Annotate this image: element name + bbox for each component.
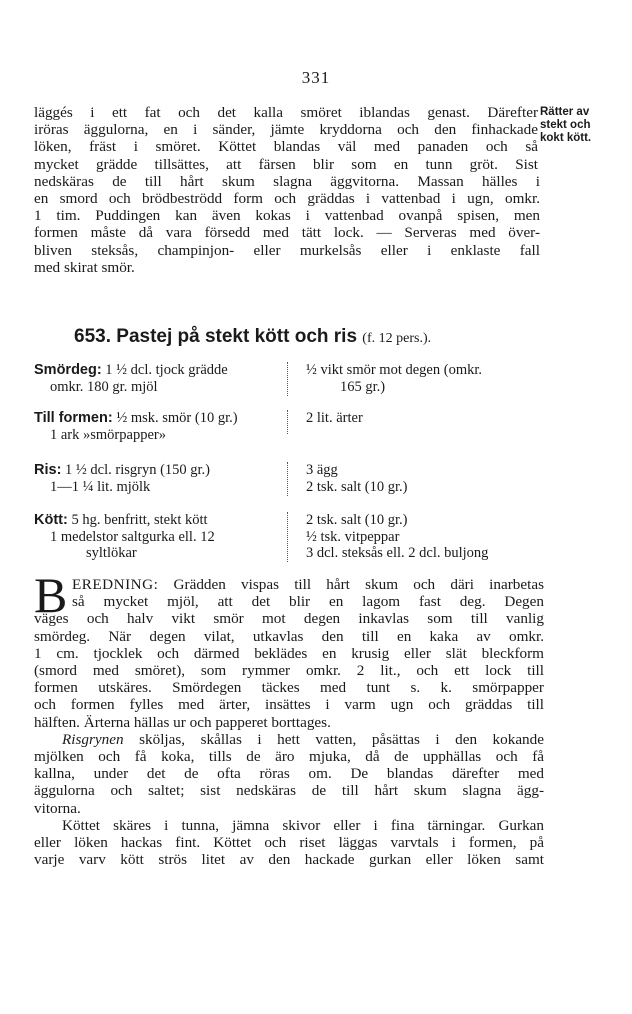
column-divider <box>287 462 288 496</box>
column-divider <box>287 410 288 434</box>
text-line: och formen fylles med ärter, insättes i varm ugn och gräddas till <box>34 696 544 714</box>
ingredient-line: omkr. 180 gr. mjöl <box>50 378 158 395</box>
text-line: vitorna. <box>34 799 81 817</box>
ingredient-line: 1 ark »smörpapper» <box>50 426 166 443</box>
ingredient-line: 1—1 ¼ lit. mjölk <box>50 478 151 495</box>
ingredient-line: 3 dcl. steksås ell. 2 dcl. buljong <box>306 545 489 561</box>
text-line: (smord med smöret), som rymmer omkr. 2 lit., och ett lock till <box>34 662 544 680</box>
column-divider <box>287 512 288 562</box>
recipe-number: 653. <box>74 326 111 347</box>
ingredient-line: syltlökar <box>86 545 137 561</box>
ingredient-label: Ris: <box>34 462 62 478</box>
text-line: EREDNING: Grädden vispas till hårt skum och däri inarbetas <box>72 576 544 593</box>
recipe-yield: (f. 12 pers.). <box>362 331 432 346</box>
text-line: så mycket mjöl, att det blir en lagom fast deg. Degen <box>72 593 544 611</box>
column-divider <box>287 362 288 396</box>
ingredient-line: 165 gr.) <box>340 378 386 395</box>
ingredient-line: 3 ägg <box>306 462 338 478</box>
ingredient-label: Smördeg: <box>34 362 102 378</box>
text-line: bliven steksås, champinjon- eller murkelsås eller i enklaste fall <box>34 241 540 259</box>
ingredient-group-smordeg <box>34 362 228 395</box>
page-number: 331 <box>301 68 331 87</box>
intro-paragraph <box>34 104 538 276</box>
margin-note-line: stekt och <box>540 119 591 131</box>
ingredient-line: ½ vikt smör mot degen (omkr. <box>306 362 482 378</box>
ingredient-group-kott-right <box>306 512 488 562</box>
text-line: hälften. Ärterna hällas ur och papperet borttages. <box>34 713 331 731</box>
drop-cap: B <box>34 567 68 623</box>
ingredient-line: Smördeg: 1 ½ dcl. tjock grädde <box>34 362 228 378</box>
text-line: varje varv kött strös litet av den hackade gurkan eller löken samt <box>34 851 544 869</box>
ingredient-line: ½ tsk. vitpeppar <box>306 528 400 545</box>
text-line: läggés i ett fat och det kalla smöret iblandas genast. Därefter <box>34 104 538 121</box>
text-line: 1 cm. tjocklek och därmed beklädes en krusig eller slät bleckform <box>34 644 544 662</box>
ingredient-label: Kött: <box>34 512 68 528</box>
text-line: iröras äggulorna, en i sänder, jämte kryddorna och den finhackade <box>34 121 538 139</box>
text-line: äggulorna och saltet; sist nedskäras de till hårt skum slagna ägg- <box>34 782 544 800</box>
ingredient-group-ris-right <box>306 462 408 495</box>
text-line: en smord och brödbeströdd form och gräddas i vattenbad i ugn, omkr. <box>34 190 540 208</box>
text-line: smördeg. När degen vilat, utkavlas den till en kaka av omkr. <box>34 627 544 645</box>
text-line: kallna, under det de ofta röras om. De blandas därefter med <box>34 765 544 783</box>
ingredient-line: 2 tsk. salt (10 gr.) <box>306 478 408 495</box>
ingredient-line: 2 lit. ärter <box>306 410 363 426</box>
margin-note <box>540 106 632 145</box>
risgrynen-word: Risgrynen <box>62 730 124 748</box>
ingredient-group-formen <box>34 410 238 443</box>
recipe-title <box>74 326 431 348</box>
ingredient-line: Till formen: ½ msk. smör (10 gr.) <box>34 410 238 426</box>
text-line: nedskäras de till hårt skum slagna äggvitorna. Massan hälles i <box>34 172 540 190</box>
ingredient-group-ris <box>34 462 210 495</box>
text-line: Köttet skäres i tunna, jämna skivor eller i fina tärningar. Gurkan <box>62 816 544 834</box>
ingredient-line: Ris: 1 ½ dcl. risgryn (150 gr.) <box>34 462 211 478</box>
text-line: 1 tim. Puddingen kan även kokas i vattenbad ovanpå spisen, men <box>34 207 540 225</box>
text-line: Risgrynen sköljas, skållas i hett vatten, påsättas i den kokande <box>62 730 544 748</box>
ingredient-group-formen-right <box>306 410 363 427</box>
margin-note-line: kokt kött. <box>540 132 592 144</box>
text-line: med skirat smör. <box>34 258 135 276</box>
beredning-paragraph <box>34 576 544 868</box>
text-line: mycket grädde tillsättes, att färsen blir som en tunn gröt. Sist <box>34 155 538 173</box>
ingredient-line: Kött: 5 hg. benfritt, stekt kött <box>34 512 208 528</box>
ingredient-group-smordeg-right <box>306 362 482 395</box>
margin-note-line: Rätter av <box>540 106 590 118</box>
text-line: löken, fräst i smöret. Köttet blandas väl med panaden och så <box>34 138 538 156</box>
text-line: formen måste då vara försedd med tätt lock. — Serveras med över- <box>34 224 540 242</box>
ingredient-label: Till formen: <box>34 410 113 426</box>
ingredient-line: 2 tsk. salt (10 gr.) <box>306 512 408 528</box>
text-line: väges och halv vikt smör mot degen inkavlas som till vanlig <box>34 610 544 628</box>
text-line: eller löken hackas fint. Köttet och riset läggas varvtals i formen, på <box>34 834 544 852</box>
ingredient-line: 1 medelstor saltgurka ell. 12 <box>50 528 215 545</box>
ingredient-group-kott <box>34 512 215 562</box>
text-line: mjölken och få koka, tills de äro mjuka, då de upphällas och få <box>34 748 544 766</box>
recipe-name: Pastej på stekt kött och ris <box>116 326 358 347</box>
text-line: formen utskäres. Smördegen täckes med tunt s. k. smörpapper <box>34 679 544 697</box>
beredning-heading: EREDNING: <box>72 576 159 593</box>
